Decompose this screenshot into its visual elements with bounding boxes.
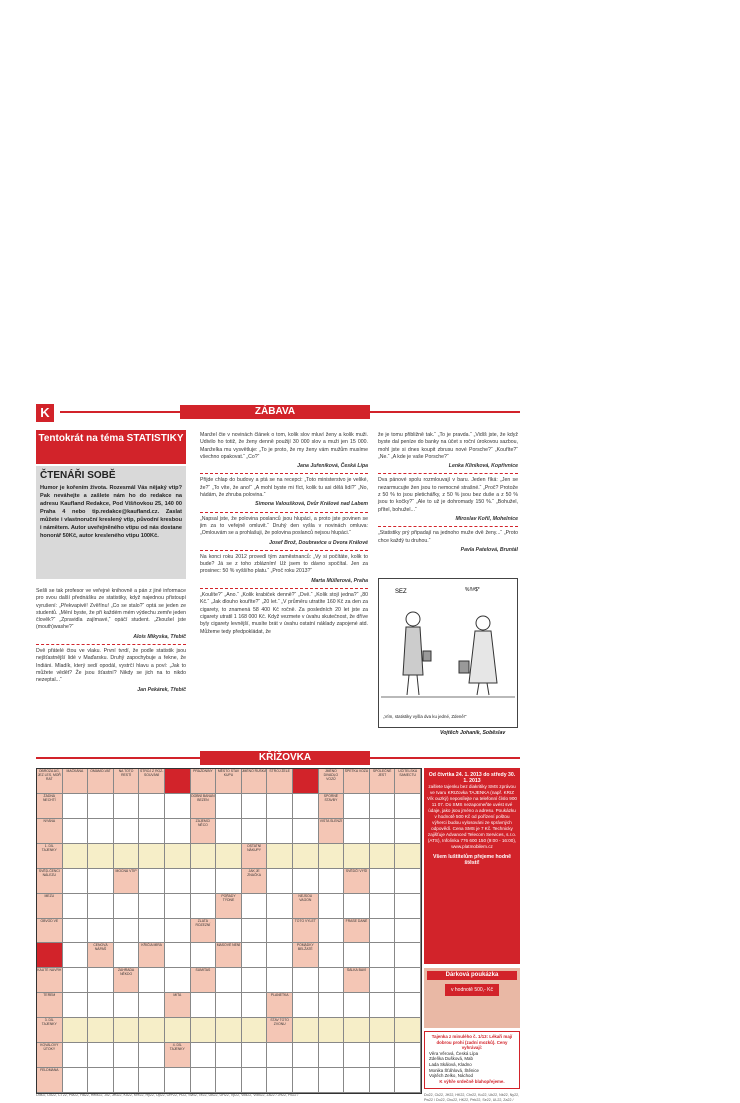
crossword-clue-cell: SVĚD-ČENCI NÁLEZU (37, 869, 63, 894)
crossword-answer-cell[interactable] (114, 894, 140, 919)
crossword-answer-cell[interactable] (216, 844, 242, 869)
crossword-clue-cell: OSTATNÍ NÁKUPY (242, 844, 268, 869)
crossword-answer-cell[interactable] (344, 1018, 370, 1043)
cartoon (378, 578, 518, 728)
crossword-clue-cell: DOBNÍ BANAN BEZEN (191, 794, 217, 819)
crossword-answer-cell[interactable] (293, 993, 319, 1018)
crossword-answer-cell[interactable] (63, 1043, 89, 1068)
crossword-answer-cell[interactable] (139, 869, 165, 894)
crossword-clue-cell: STAV TOTO ZVONU (267, 1018, 293, 1043)
crossword-answer-cell[interactable] (267, 1068, 293, 1093)
crossword-clue-cell: PLANETKA (267, 993, 293, 1018)
crossword-answer-cell[interactable] (395, 993, 421, 1018)
promo-heading: Tentokrát na téma STATISTIKY (36, 430, 186, 464)
crossword-answer-cell[interactable] (267, 894, 293, 919)
crossword-clue-cell: NA TOTO RESTÍ (114, 769, 140, 794)
column-left (36, 588, 186, 696)
crossword-answer-cell[interactable] (139, 1043, 165, 1068)
crossword-answer-cell[interactable] (370, 1068, 396, 1093)
crossword-clue-cell: OBVOD VE (37, 919, 63, 944)
crossword-clue-cell: MAČKÁNA (63, 769, 89, 794)
crossword-clue-cell: MĚSTO STAV KUPU (216, 769, 242, 794)
crossword-answer-cell[interactable] (216, 1043, 242, 1068)
joke-text: Na konci roku 2012 provedl tým zaměstnanců: „Vy si počítáte, kolik to bude? Já se z toho zblázním! Už jsem to dávno spočítal. Jen za prosinec: 50 % vyššího platu.“ „Proč roku 2013?“ (200, 553, 368, 575)
crossword-answer-cell[interactable] (63, 1018, 89, 1043)
crossword-answer-cell[interactable] (344, 1043, 370, 1068)
crossword-answer-cell[interactable] (370, 794, 396, 819)
crossword-clue-cell: VISTA SLENZÍ (319, 819, 345, 844)
crossword-answer-cell[interactable] (344, 844, 370, 869)
crossword-answer-cell[interactable] (114, 993, 140, 1018)
crossword-answer-cell[interactable] (319, 869, 345, 894)
crossword-answer-cell[interactable] (344, 894, 370, 919)
voucher-value: v hodnotě 500,- Kč (445, 984, 499, 996)
crossword-clue-cell: PRÁZDNINY (191, 769, 217, 794)
crossword-clue-cell: NYÁNA (37, 819, 63, 844)
crossword-answer-cell[interactable] (165, 1068, 191, 1093)
joke-author: Josef Brož, Doubravice u Dvora Králové (269, 539, 368, 546)
crossword-answer-cell[interactable] (395, 894, 421, 919)
crossword-clue-cell: STROJ ŽELE (267, 769, 293, 794)
crossword-answer-cell[interactable] (191, 894, 217, 919)
crossword-answer-cell[interactable] (370, 993, 396, 1018)
joke-author: Pavla Patelová, Bruntál (460, 546, 518, 553)
winner-item: Monika Šťáhlová, Štěnice (429, 1067, 479, 1073)
column-middle (200, 432, 368, 744)
contest-luck: Všem luštitelům přejeme hodně štěstí! (432, 854, 512, 866)
crossword-answer-cell[interactable] (395, 869, 421, 894)
crossword-clue-cell: ZÁJEMCI NĚCO (191, 819, 217, 844)
crossword-clue-cell: CENOVÁ NÁPAŠ (88, 943, 114, 968)
crossword-answer-cell[interactable] (165, 869, 191, 894)
contest-info (424, 768, 520, 964)
contest-title: Od čtvrtka 24. 1. 2013 do středy 30. 1. 2013 (428, 772, 516, 784)
crossword-answer-cell[interactable] (88, 1068, 114, 1093)
crossword-answer-cell[interactable] (395, 794, 421, 819)
crossword-answer-cell[interactable] (139, 968, 165, 993)
crossword-clue-cell: SVĚDČÍ VÝŠÍ (344, 869, 370, 894)
crossword-answer-cell[interactable] (216, 993, 242, 1018)
crossword-answer-cell[interactable] (370, 844, 396, 869)
contest-text: zašlete tajenku bez diakritiky SMS zprávou ve tvaru KRIZovka TAJENKA (např. KRIZ Vík ouzký) neposílejte na telefonní číslo 900 11 07. Do SMS nezapomeňte uvést své údaje, jako jsou jméno a adresu. Poukázku v hodnotě 500 Kč od pořízení poštou výherci budou vylosováni ze správných odpovědí. Cena SMS je 7 Kč. Technicky zajišťuje Advanced Telecom Services, s.r.o. (ATS), Infolinka 776 600 150 (9:00 - 16:00), www.platmobilem.cz (427, 784, 517, 849)
cartoon-caption: „Vím, statistiky vyšla dva ku jedné, Zdeně!“ (383, 714, 467, 719)
crossword-answer-cell[interactable] (63, 993, 89, 1018)
crossword-clue-cell: MASOVÉ NENÍ (216, 943, 242, 968)
joke-text: „Statistiky prý připadají na jednoho muže dvě ženy...“ „Proto chce každý tu druhou.“ (378, 530, 518, 544)
crossword-answer-cell[interactable] (242, 919, 268, 944)
joke-text: Dva pánové spolu rozmlouvají v baru. Jeden říká: „Jen se nezarmucujte žen jsou to nemocné strašné.“ „Proč? Protože z 50 % to jsou pletichářky, z 50 % jsou bez duše a z 50 % jsou to kočky?“ „Ale to už je dohromady 150 %.“ „Bohužel, přítel, bohužel...“ (378, 477, 518, 513)
crossword-answer-cell[interactable] (165, 794, 191, 819)
crossword-clue-cell: POMÁDKY BELŽATÉ (293, 943, 319, 968)
crossword-clue-cell: ŠÁLKA BAVÍ (344, 968, 370, 993)
crossword-clue-cell: KAUTÉ NÁVRH (37, 968, 63, 993)
crossword-answer-cell[interactable] (293, 819, 319, 844)
joke-text: „Koulíte?“ „Ano.“ „Kolik krabiček denně?“ „Dvě.“ „Kolik stojí jedna?“ „80 Kč.“ „Jak dlouho kouříte?“ „20 let.“ „V průměru utratíte 160 Kč za den za cigarety, to znamená 58 400 Kč ročně. Za posledních 20 let jste za cigarety utratil 1 168 000 Kč. Když vezmete v úvahu skutečnost, že dříve byly cigarety levnější, musíte brát v úvahu ostatní náklady zapojené atd. Můžeme tedy předpokládat, že (200, 592, 368, 635)
crossword-answer-cell[interactable] (191, 1043, 217, 1068)
crossword-answer-cell[interactable] (165, 968, 191, 993)
crossword-answer-cell[interactable] (319, 943, 345, 968)
crossword-answer-cell[interactable] (319, 1068, 345, 1093)
crossword-clue-cell: JMÉNO RUSKÁ (242, 769, 268, 794)
crossword-clue-cell: 4. DÍL TAJENKY (165, 1043, 191, 1068)
crossword-clue-cell: KŘIČIA MÍRA (139, 943, 165, 968)
cartoon-drawing (379, 579, 517, 709)
crossword-answer-cell[interactable] (395, 943, 421, 968)
crossword-answer-cell[interactable] (88, 968, 114, 993)
crossword-answer-cell[interactable] (370, 919, 396, 944)
crossword-answer-cell[interactable] (88, 894, 114, 919)
crossword-clue-cell: ZLATÁ ROZEZNÍ (191, 919, 217, 944)
crossword-clue-cell: SPOLEČNÉ JEST (370, 769, 396, 794)
crossword-answer-cell[interactable] (242, 993, 268, 1018)
joke-author: Lenka Kliniková, Kopřivnice (448, 463, 518, 470)
crossword-answer-cell[interactable] (114, 794, 140, 819)
crossword-answer-cell[interactable] (88, 993, 114, 1018)
crossword-answer-cell[interactable] (114, 844, 140, 869)
crossword-answer-cell[interactable] (242, 794, 268, 819)
crossword-answer-cell[interactable] (370, 968, 396, 993)
crossword-answer-cell[interactable] (216, 794, 242, 819)
crossword-clue-cell: SUMITAS (191, 968, 217, 993)
crossword-answer-cell[interactable] (216, 869, 242, 894)
crossword-answer-cell[interactable] (242, 819, 268, 844)
crossword-answer-cell[interactable] (242, 1043, 268, 1068)
joke-author: Jana Juřeníková, Česká Lípa (297, 463, 368, 470)
crossword-clue-cell: JAK JE ZNAČKA (242, 869, 268, 894)
joke-text: Sešli se tak profesor ve veřejné knihovně a pán z jiné informace pro svou další přednášku ze statistiky, když najednou přistoupí vyrušení: „Překvapivě! Zvěřínu! „Co se stalo?“ optá se jeden ze studentů. „Mění byste, že při každém mém výdechu zemře jeden člověk?“ „Zpravidla zajímavé,“ opáčí student. „Zkoušel jste (mouth)washe?“ (36, 588, 186, 631)
crossword-answer-cell[interactable] (63, 943, 89, 968)
voucher (424, 968, 520, 1028)
crossword-answer-cell[interactable] (395, 844, 421, 869)
crossword-answer-cell[interactable] (370, 1018, 396, 1043)
joke-text: Přijde chlap do budovy a ptá se na recepci: „Toto ministerstvo je veliké, že?“ „To víte, že ano!“ „A mohl byste mi říct, kolik tu asi dělá lidí?“ „No, hádám, že zhruba polovina.“ (200, 477, 368, 499)
joke-author: Jan Pekárek, Třebíč (137, 686, 186, 693)
crossword-answer-cell[interactable] (165, 894, 191, 919)
joke-author: Simona Valoušková, Dvůr Králové nad Labem (255, 501, 368, 508)
crossword-answer-cell[interactable] (319, 993, 345, 1018)
crossword-answer-cell[interactable] (370, 869, 396, 894)
crossword-answer-cell[interactable] (267, 844, 293, 869)
crossword-answer-cell[interactable] (293, 869, 319, 894)
crossword-answer-cell[interactable] (191, 993, 217, 1018)
crossword-answer-cell[interactable] (267, 1043, 293, 1068)
crossword-answer-cell[interactable] (395, 968, 421, 993)
crossword-answer-cell[interactable] (395, 1043, 421, 1068)
cartoon-author: Vojtěch Johanik, Soběslav (440, 730, 506, 736)
crossword-answer-cell[interactable] (319, 844, 345, 869)
crossword-answer-cell[interactable] (344, 993, 370, 1018)
crossword-answer-cell[interactable] (216, 968, 242, 993)
crossword-answer-cell[interactable] (216, 819, 242, 844)
crossword-clue-cell: OMAMO-VAT (88, 769, 114, 794)
crossword-answer-cell[interactable] (191, 943, 217, 968)
crossword-answer-cell[interactable] (395, 919, 421, 944)
crossword-answer-cell[interactable] (88, 794, 114, 819)
crossword-answer-cell[interactable] (88, 869, 114, 894)
joke-author: Alois Mikyska, Třebíč (133, 633, 186, 640)
joke-text: Dvě přátelé čtou ve vlaku. První tvrdí, že podle statistik jsou nejšťastnější lidé v Maďarsku. Druhý zapochybuje a řekne, že Indiáni. Mladík, který sedí opodál, vystrčí hlavu a poví: „Jak to můžete vědět? Že jsou šťastní? Nikdy se jich na to nikdo nezeptal...“ (36, 648, 186, 684)
crossword-answer-cell[interactable] (139, 894, 165, 919)
crossword-clue-cell: MOCNÁ VTIP (114, 869, 140, 894)
crossword-answer-cell[interactable] (139, 1018, 165, 1043)
crossword-answer-cell[interactable] (63, 1068, 89, 1093)
crossword-answer-cell[interactable] (370, 894, 396, 919)
winner-item: Věra Věrová, Česká Lípa (429, 1050, 479, 1056)
reader-box-title: ČTENÁŘI SOBĚ (40, 470, 116, 481)
crossword-clue-cell: SPORNÉ STAVBY (319, 794, 345, 819)
crossword-clue-cell: OBROZA AG. JEZ LES, MOŘ RAT (37, 769, 63, 794)
crossword-answer-cell[interactable] (165, 819, 191, 844)
crossword-answer-cell[interactable] (191, 844, 217, 869)
crossword-answer-cell[interactable] (267, 794, 293, 819)
crossword-answer-cell[interactable] (165, 943, 191, 968)
crossword-clue-cell: KOVALOVÝ ÚTOKY (37, 1043, 63, 1068)
crossword-answer-cell[interactable] (114, 1043, 140, 1068)
crossword-answer-cell[interactable] (267, 943, 293, 968)
crossword-clue-cell: STROJ Z ROZ-SOUVÁNÍ (139, 769, 165, 794)
crossword-answer-cell[interactable] (139, 1068, 165, 1093)
crossword-answer-cell[interactable] (293, 1043, 319, 1068)
crossword-answer-cell[interactable] (395, 1068, 421, 1093)
joke-separator (378, 526, 518, 527)
crossword-answer-cell[interactable] (267, 968, 293, 993)
column-right (378, 432, 518, 556)
crossword-answer-cell[interactable] (344, 819, 370, 844)
crossword-answer-cell[interactable] (242, 968, 268, 993)
crossword-answer-cell[interactable] (165, 919, 191, 944)
crossword-answer-cell[interactable] (319, 1043, 345, 1068)
crossword-answer-cell[interactable] (293, 844, 319, 869)
crossword-answer-cell[interactable] (370, 943, 396, 968)
joke-separator (200, 473, 368, 474)
crossword-black-cell (165, 769, 191, 794)
crossword-answer-cell[interactable] (344, 943, 370, 968)
crossword-grid (36, 768, 422, 1094)
crossword-clue-cell: TOTO VÝLET (293, 919, 319, 944)
crossword-answer-cell[interactable] (267, 869, 293, 894)
crossword-black-cell (37, 943, 63, 968)
crossword-answer-cell[interactable] (293, 1018, 319, 1043)
joke-text: Manžel čte v novinách článek o tom, kolik slov mluví ženy a kolik muži. Udivilo ho totiž, že ženy denně použijí 30 000 slov a muži jen 15 000. Manželka mu vysvětluje: „To je proto, že my ženy vám mužům musíme všechno opakovat.“ „Co?“ (200, 432, 368, 460)
crossword-answer-cell[interactable] (293, 968, 319, 993)
crossword-answer-cell[interactable] (267, 919, 293, 944)
crossword-answer-cell[interactable] (395, 819, 421, 844)
crossword-answer-cell[interactable] (395, 1018, 421, 1043)
crossword-answer-cell[interactable] (370, 1043, 396, 1068)
crossword-answer-cell[interactable] (139, 993, 165, 1018)
joke-author: Miroslav Kořil, Mohelnice (455, 515, 518, 522)
joke-separator (36, 644, 186, 645)
crossword-answer-cell[interactable] (114, 819, 140, 844)
voucher-title: Dárková poukázka (427, 971, 517, 980)
crossword-answer-cell[interactable] (165, 844, 191, 869)
crossword-answer-cell[interactable] (242, 894, 268, 919)
crossword-answer-cell[interactable] (267, 819, 293, 844)
section-title-zabava: ZÁBAVA (180, 405, 370, 419)
crossword-clue-cell: UČITELSKÁ SAMECTU (395, 769, 421, 794)
crossword-answer-cell[interactable] (63, 794, 89, 819)
joke-author: Marta Müllerová, Praha (311, 577, 368, 584)
crossword-answer-cell[interactable] (165, 1018, 191, 1043)
winners-closing: K výhře srdečně blahopřejeme. (439, 1078, 505, 1084)
crossword-answer-cell[interactable] (88, 1043, 114, 1068)
crossword-answer-cell[interactable] (242, 1068, 268, 1093)
crossword-answer-cell[interactable] (370, 819, 396, 844)
kaufland-logo: K (36, 404, 54, 422)
joke-separator (200, 512, 368, 513)
footer-codes-right: Do22, Ck22, JH22, HK22, Chr22, Ko22, Ub22, Nb22, Ny22, Pw22 / Do22, Chu22, HK22, Pek22, Se22, UL22, Za22 / (424, 1093, 520, 1102)
crossword-answer-cell[interactable] (139, 794, 165, 819)
winner-item: Lada Skálová, Kladno (429, 1061, 472, 1067)
reader-box (36, 466, 186, 579)
contest-sidebar (424, 768, 520, 1092)
winner-item: Vojtěch Zelko, Náchod (429, 1073, 473, 1079)
crossword-answer-cell[interactable] (319, 968, 345, 993)
crossword-answer-cell[interactable] (114, 919, 140, 944)
joke-text: že je tomu přibližně tak.“ „To je pravda.“ „Vidíš jste, že když byste dal peníze do banky na účet s roční úrokovou sazbou, mohl jste si dnes koupit zbrusu nové Porsche?“ „Kouříte?“ „Ne.“ „A kde je vaše Porsche?“ (378, 432, 518, 460)
crossword-answer-cell[interactable] (63, 869, 89, 894)
crossword-answer-cell[interactable] (344, 794, 370, 819)
svg-text:%!!#$*: %!!#$* (465, 587, 480, 593)
crossword-clue-cell: MITA (165, 993, 191, 1018)
crossword-clue-cell: TEREM (37, 993, 63, 1018)
crossword-answer-cell[interactable] (344, 1068, 370, 1093)
reader-box-text: Humor je kořením života. Rozesmál Vás nějaký vtip? Pak neváhejte a zašlete nám ho do redakce na adresu Kaufland Redakce, Pod Višňovkou 25, 140 00 Praha 4 nebo tip.redakce@kaufland.cz. Zaslat můžete i vlastnoruční kreslený vtip, původní kresbou i námětem. Autor uveřejněného vtipu od nás dostane honorář 50Kč, autor kresleného vtipu 100Kč. (40, 485, 182, 539)
joke-text: „Napsal jste, že polovina poslanců jsou hlupáci, a proto jste povinen se jim za to veřejně omluvit.“ Druhý den vyšla v novinách omluva: „Omlouvám se a prohlašuji, že polovina poslanců nejsou hlupáci.“ (200, 515, 368, 537)
crossword-answer-cell[interactable] (242, 943, 268, 968)
crossword-answer-cell[interactable] (319, 919, 345, 944)
crossword-clue-cell: ZAHRADA NĚKDO (114, 968, 140, 993)
winners-box (424, 1031, 520, 1089)
crossword-clue-cell: ŽÁDNÁ NECHTÍ (37, 794, 63, 819)
crossword-answer-cell[interactable] (293, 794, 319, 819)
winner-item: Zdeňka Dušková, Mab (429, 1056, 473, 1062)
svg-text:SEZ: SEZ (395, 589, 407, 595)
crossword-answer-cell[interactable] (63, 919, 89, 944)
crossword-clue-cell: MEZU (37, 894, 63, 919)
crossword-answer-cell[interactable] (63, 968, 89, 993)
crossword-clue-cell: ŠPETKA VOZU (344, 769, 370, 794)
crossword-answer-cell[interactable] (191, 1018, 217, 1043)
crossword-answer-cell[interactable] (216, 1068, 242, 1093)
joke-separator (200, 588, 368, 589)
crossword-answer-cell[interactable] (216, 1018, 242, 1043)
crossword-clue-cell: NEJSOU VAGON (293, 894, 319, 919)
crossword-answer-cell[interactable] (191, 1068, 217, 1093)
footer-codes-left: Dol02, Do22, CT22, PM22, Ha22, HeM22, Jil2, Jeu22, Ko22, Kre22, Hy22, Op22, OrP22, Pi22, SvB2, Te22, UB22, UH22, Vp22, Vod22, VoM22, Za22 / JH22, Po22 / (36, 1093, 299, 1097)
crossword-answer-cell[interactable] (293, 1068, 319, 1093)
joke-separator (200, 550, 368, 551)
crossword-answer-cell[interactable] (63, 819, 89, 844)
crossword-answer-cell[interactable] (319, 894, 345, 919)
crossword-answer-cell[interactable] (319, 1018, 345, 1043)
crossword-answer-cell[interactable] (139, 844, 165, 869)
crossword-answer-cell[interactable] (191, 869, 217, 894)
crossword-answer-cell[interactable] (114, 1068, 140, 1093)
crossword-answer-cell[interactable] (63, 894, 89, 919)
crossword-answer-cell[interactable] (63, 844, 89, 869)
crossword-clue-cell: 1. DÍL TAJENKY (37, 844, 63, 869)
joke-separator (378, 473, 518, 474)
crossword-answer-cell[interactable] (139, 819, 165, 844)
crossword-answer-cell[interactable] (242, 1018, 268, 1043)
crossword-answer-cell[interactable] (88, 819, 114, 844)
crossword-clue-cell: JMÉNO DIVADLO VOZŮ (319, 769, 345, 794)
crossword-answer-cell[interactable] (114, 1018, 140, 1043)
section-title-krizovka: KŘÍŽOVKA (200, 751, 370, 765)
winners-title: Tajenka z minulého č. 1/13: Lékaři mají dobrou prohi (zadní mozků). Ceny vyhrávají: (431, 1034, 513, 1051)
crossword-answer-cell[interactable] (139, 919, 165, 944)
crossword-answer-cell[interactable] (216, 919, 242, 944)
crossword-answer-cell[interactable] (88, 919, 114, 944)
crossword-clue-cell: 3. DÍL TAJENKY (37, 1018, 63, 1043)
crossword-black-cell (293, 769, 319, 794)
crossword-answer-cell[interactable] (88, 1018, 114, 1043)
crossword-answer-cell[interactable] (114, 943, 140, 968)
crossword-clue-cell: POŘADY TÝDNE (216, 894, 242, 919)
crossword-clue-cell: FELDMANA (37, 1068, 63, 1093)
crossword-answer-cell[interactable] (88, 844, 114, 869)
crossword-clue-cell: FRASE DANÉ (344, 919, 370, 944)
